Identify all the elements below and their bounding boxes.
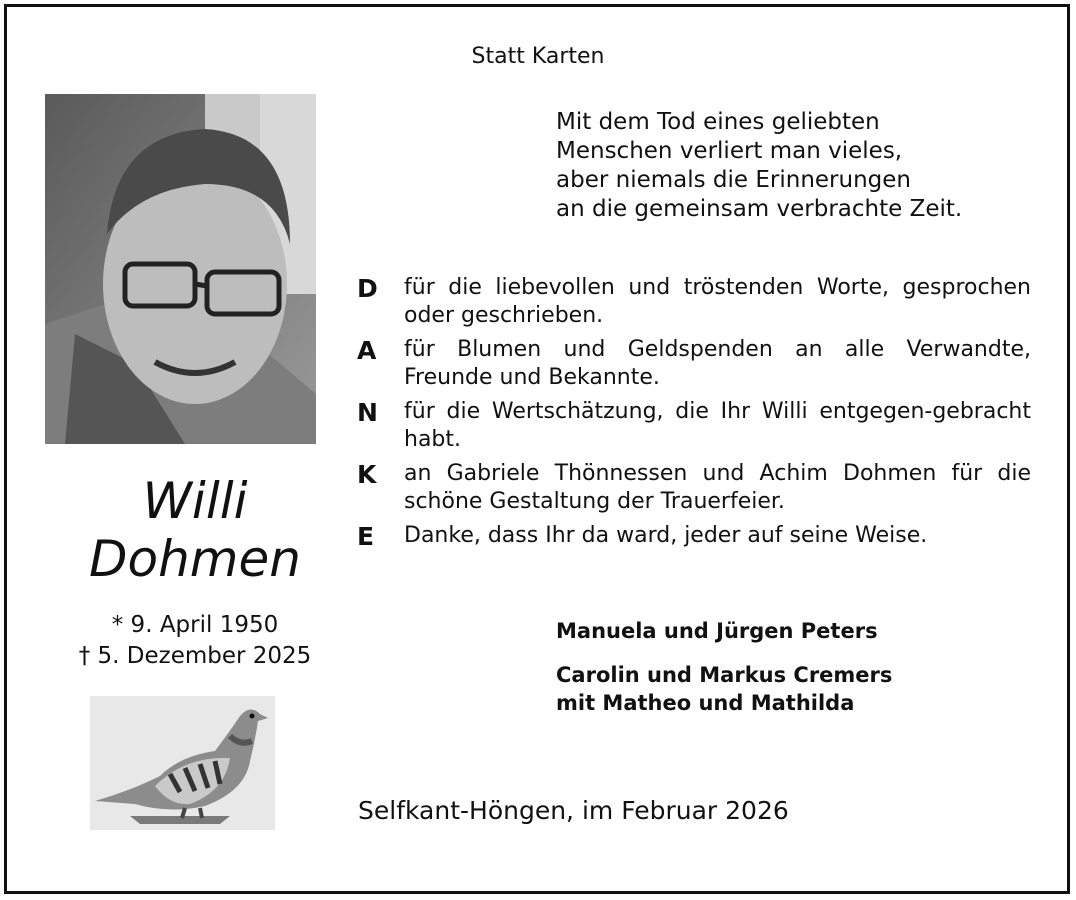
quote-line: Menschen verliert man vieles, — [556, 138, 903, 164]
thanks-row — [357, 522, 1031, 552]
thanks-text: an Gabriele Thönnessen und Achim Dohmen für die schöne Gestaltung der Trauerfeier. — [404, 461, 1031, 514]
signer-line: Manuela und Jürgen Peters — [556, 619, 878, 643]
quote-line: Mit dem Tod eines geliebten — [556, 109, 880, 135]
thanks-text: Danke, dass Ihr da ward, jeder auf seine Weise. — [404, 523, 928, 548]
thanks-text: für die liebevollen und tröstenden Worte, gesprochen oder geschrieben. — [404, 275, 1031, 328]
life-dates — [40, 610, 350, 672]
thanks-row — [357, 274, 1031, 330]
portrait-photo — [45, 94, 316, 444]
acrostic-letter: E — [357, 522, 375, 551]
thanks-row — [357, 460, 1031, 516]
portrait-image — [45, 94, 316, 444]
header-text: Statt Karten — [471, 44, 605, 69]
place-and-date: Selfkant-Höngen, im Februar 2026 — [358, 796, 789, 825]
thanks-row — [357, 336, 1031, 392]
signers-block — [556, 617, 892, 717]
acrostic-letter: D — [357, 274, 378, 303]
thanks-acrostic — [357, 274, 1031, 558]
signer-line: Carolin und Markus Cremers — [556, 663, 893, 687]
pigeon-image — [90, 696, 275, 830]
pigeon-icon — [90, 696, 275, 830]
notice-header — [0, 44, 1076, 69]
acrostic-letter: K — [357, 460, 377, 489]
birth-date: * 9. April 1950 — [111, 612, 279, 638]
first-name: Willi — [142, 472, 248, 530]
memorial-quote — [556, 108, 962, 224]
acrostic-letter: N — [357, 398, 378, 427]
death-date: † 5. Dezember 2025 — [78, 643, 312, 669]
signer-line: mit Matheo und Mathilda — [556, 691, 855, 715]
deceased-name — [40, 472, 350, 588]
quote-line: aber niemals die Erinnerungen — [556, 167, 911, 193]
last-name: Dohmen — [89, 530, 301, 588]
acrostic-letter: A — [357, 336, 377, 365]
quote-line: an die gemeinsam verbrachte Zeit. — [556, 196, 963, 222]
thanks-text: für die Wertschätzung, die Ihr Willi entgegen-gebracht habt. — [404, 399, 1031, 452]
thanks-row — [357, 398, 1031, 454]
thanks-text: für Blumen und Geldspenden an alle Verwandte, Freunde und Bekannte. — [404, 337, 1031, 390]
